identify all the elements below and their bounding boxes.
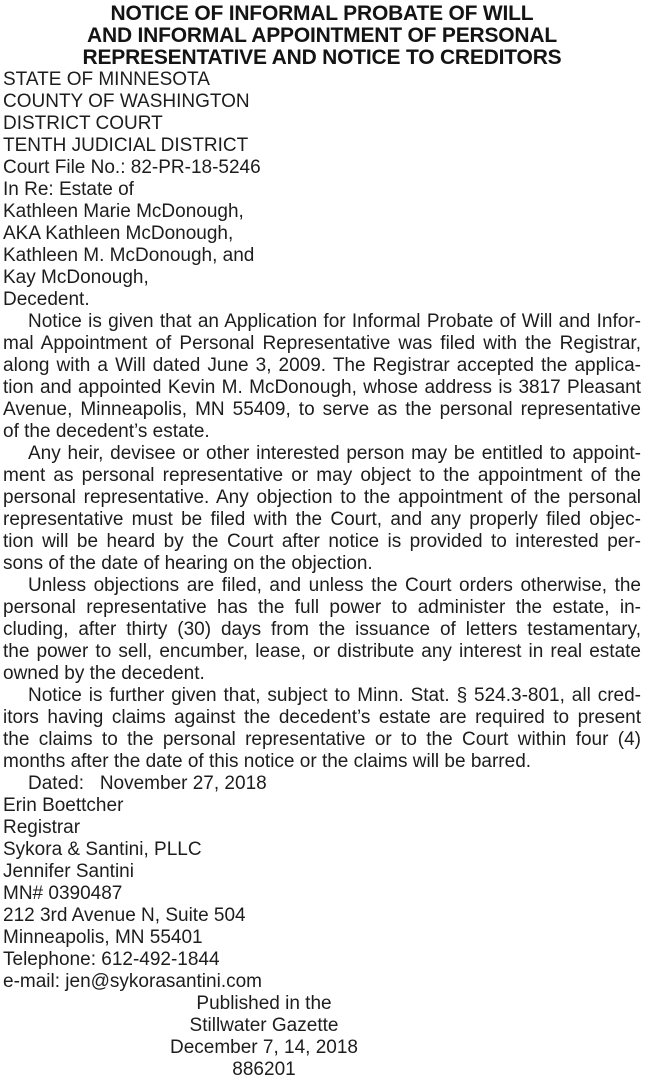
dated-line: Dated: November 27, 2018: [28, 773, 267, 794]
paragraph-line: cluding, after thirty (30) days from the issuance of letters testamentary,: [3, 619, 641, 640]
publication-footer: [3, 993, 525, 1081]
signature-line: e-mail: jen@sykorasantini.com: [3, 971, 262, 992]
paragraph-line: owned by the decedent.: [3, 663, 205, 684]
publication-footer-line: December 7, 14, 2018: [169, 1037, 358, 1058]
paragraph-line: mal Appointment of Personal Representative was filed with the Registrar,: [3, 333, 641, 354]
case-caption-line: AKA Kathleen McDonough,: [3, 223, 234, 244]
case-caption-line: STATE OF MINNESOTA: [3, 69, 210, 90]
publication-footer-line: 886201: [232, 1059, 296, 1080]
notice-title: [3, 3, 641, 69]
paragraph-line: Notice is given that an Application for Informal Probate of Will and Infor-: [28, 311, 641, 332]
notice-title-line: NOTICE OF INFORMAL PROBATE OF WILL: [110, 2, 534, 25]
signature-line: Sykora & Santini, PLLC: [3, 839, 202, 860]
case-caption-line: TENTH JUDICIAL DISTRICT: [3, 135, 249, 156]
paragraph-line: tion and appointed Kevin M. McDonough, whose address is 3817 Pleasant: [3, 377, 641, 398]
paragraph-line: representative must be filed with the Court, and any properly filed objec-: [3, 509, 641, 530]
paragraph-line: tion will be heard by the Court after notice is provided to interested per-: [3, 531, 641, 552]
signature-block: [3, 795, 641, 993]
case-caption-line: Court File No.: 82-PR-18-5246: [3, 157, 261, 178]
paragraph-powers: [3, 575, 641, 685]
paragraph-line: Any heir, devisee or other interested person may be entitled to appoint-: [28, 443, 641, 464]
publication-footer-line: Published in the: [196, 993, 332, 1014]
signature-line: Erin Boettcher: [3, 795, 124, 816]
paragraph-application-filed: [3, 311, 641, 443]
case-caption-line: COUNTY OF WASHINGTON: [3, 91, 250, 112]
paragraph-line: Unless objections are filed, and unless the Court orders otherwise, the: [28, 575, 641, 596]
case-caption-line: In Re: Estate of: [3, 179, 134, 200]
paragraph-line: personal representative. Any objection to the appointment of the personal: [3, 487, 641, 508]
paragraph-line: along with a Will dated June 3, 2009. The Registrar accepted the applica-: [3, 355, 641, 376]
case-caption-line: DISTRICT COURT: [3, 113, 163, 134]
paragraph-creditor-claims: [3, 685, 641, 773]
case-caption-line: Decedent.: [3, 289, 90, 310]
paragraph-line: personal representative has the full power to administer the estate, in-: [3, 597, 641, 618]
case-caption-line: Kathleen M. McDonough, and: [3, 245, 255, 266]
paragraph-line: sons of the date of hearing on the objection.: [3, 553, 373, 574]
paragraph-line: months after the date of this notice or the claims will be barred.: [3, 751, 532, 772]
case-caption-line: Kay McDonough,: [3, 267, 149, 288]
signature-line: Telephone: 612-492-1844: [3, 949, 220, 970]
paragraph-line: Notice is further given that, subject to Minn. Stat. § 524.3-801, all cred-: [28, 685, 641, 706]
notice-title-line: AND INFORMAL APPOINTMENT OF PERSONAL: [87, 24, 557, 47]
paragraph-line: the power to sell, encumber, lease, or distribute any interest in real estate: [3, 641, 641, 662]
signature-line: MN# 0390487: [3, 883, 123, 904]
signature-line: Jennifer Santini: [3, 861, 134, 882]
paragraph-line: the claims to the personal representative or to the Court within four (4): [3, 729, 641, 750]
case-caption-line: Kathleen Marie McDonough,: [3, 201, 244, 222]
signature-line: Minneapolis, MN 55401: [3, 927, 203, 948]
paragraph-line: itors having claims against the decedent’s estate are required to present: [3, 707, 641, 728]
paragraph-line: of the decedent’s estate.: [3, 421, 210, 442]
paragraph-line: ment as personal representative or may object to the appointment of the: [3, 465, 641, 486]
publication-footer-line: Stillwater Gazette: [189, 1015, 339, 1036]
signature-line: 212 3rd Avenue N, Suite 504: [3, 905, 246, 926]
case-caption: [3, 69, 641, 311]
notice-body: [3, 311, 641, 773]
notice-title-line: REPRESENTATIVE AND NOTICE TO CREDITORS: [82, 46, 562, 69]
paragraph-line: Avenue, Minneapolis, MN 55409, to serve as the personal representative: [3, 399, 641, 420]
paragraph-heir-objection: [3, 443, 641, 575]
signature-line: Registrar: [3, 817, 81, 838]
